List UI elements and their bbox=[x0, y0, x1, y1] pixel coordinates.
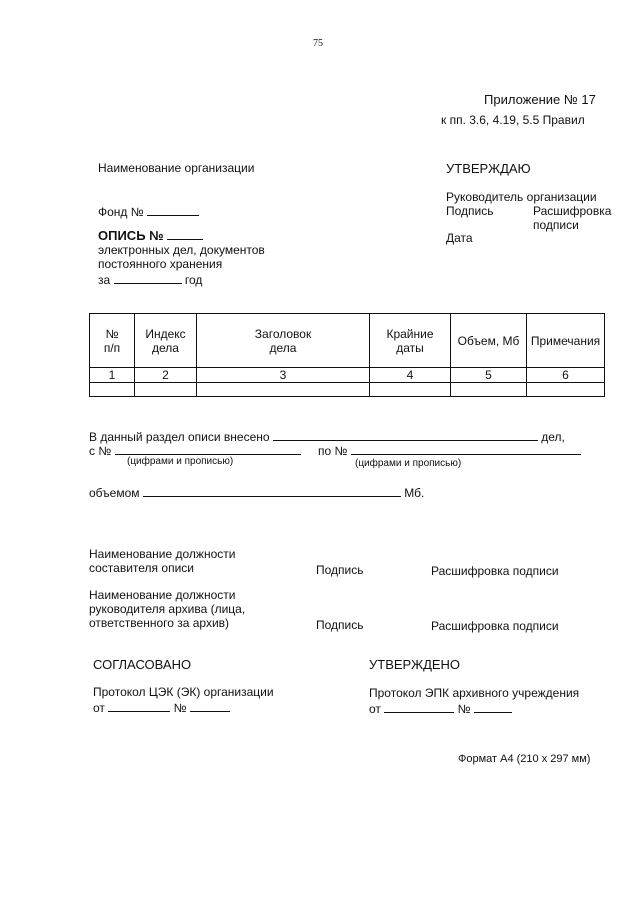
year-blank[interactable] bbox=[114, 271, 182, 284]
col-num-3: 3 bbox=[197, 368, 370, 383]
agreed-title: СОГЛАСОВАНО bbox=[93, 657, 192, 672]
archive-signature: Подпись bbox=[316, 618, 364, 632]
table-cell[interactable] bbox=[197, 383, 370, 397]
approved-from-label: от bbox=[369, 702, 381, 716]
volume-label: объемом bbox=[89, 486, 140, 500]
fond-label: Фонд № bbox=[98, 205, 144, 219]
approve-decode-1: Расшифровка bbox=[533, 204, 612, 218]
approve-head: Руководитель организации bbox=[446, 190, 597, 204]
col-num-2: 2 bbox=[135, 368, 197, 383]
table-cell[interactable] bbox=[370, 383, 451, 397]
table-number-row bbox=[90, 368, 605, 383]
approve-title: УТВЕРЖДАЮ bbox=[446, 161, 531, 176]
compiler-signature: Подпись bbox=[316, 563, 364, 577]
from-number-blank[interactable] bbox=[115, 442, 301, 455]
opis-subtitle-2: постоянного хранения bbox=[98, 257, 223, 271]
year-suffix: год bbox=[184, 273, 203, 287]
approved-number-blank[interactable] bbox=[474, 700, 512, 713]
compiler-decode: Расшифровка подписи bbox=[431, 564, 559, 578]
table-cell[interactable] bbox=[135, 383, 197, 397]
col-header-number: № п/п bbox=[90, 314, 135, 368]
opis-number-blank[interactable] bbox=[167, 227, 203, 240]
table-cell[interactable] bbox=[451, 383, 527, 397]
col-num-5: 5 bbox=[451, 368, 527, 383]
agreed-num-label: № bbox=[173, 701, 187, 715]
col-num-4: 4 bbox=[370, 368, 451, 383]
col-header-dates: Крайние даты bbox=[370, 314, 451, 368]
col-header-index: Индекс дела bbox=[135, 314, 197, 368]
col-header-volume: Объем, Мб bbox=[451, 314, 527, 368]
col-header-title: Заголовок дела bbox=[197, 314, 370, 368]
from-label: с № bbox=[89, 444, 112, 458]
rules-reference: к пп. 3.6, 4.19, 5.5 Правил bbox=[441, 113, 585, 127]
compiler-position-1: Наименование должности bbox=[89, 547, 236, 561]
approved-date-line bbox=[369, 700, 512, 716]
to-number-line bbox=[318, 442, 581, 458]
approved-protocol: Протокол ЭПК архивного учреждения bbox=[369, 686, 580, 700]
agreed-protocol: Протокол ЦЭК (ЭК) организации bbox=[93, 685, 274, 699]
entered-label: В данный раздел описи внесено bbox=[89, 430, 270, 444]
cases-label: дел, bbox=[541, 430, 565, 444]
archive-position-2: руководителя архива (лица, bbox=[89, 602, 246, 616]
volume-line bbox=[89, 484, 424, 500]
agreed-date-blank[interactable] bbox=[108, 699, 170, 712]
table-cell[interactable] bbox=[527, 383, 605, 397]
approved-num-label: № bbox=[457, 702, 471, 716]
to-label: по № bbox=[318, 444, 348, 458]
fond-blank[interactable] bbox=[147, 203, 199, 216]
year-prefix: за bbox=[98, 273, 111, 287]
inventory-table bbox=[89, 313, 605, 397]
agreed-number-blank[interactable] bbox=[190, 699, 230, 712]
table-row bbox=[90, 383, 605, 397]
appendix-label: Приложение № 17 bbox=[484, 92, 596, 107]
format-note: Формат А4 (210 x 297 мм) bbox=[458, 753, 591, 765]
archive-decode: Расшифровка подписи bbox=[431, 619, 559, 633]
approved-title: УТВЕРЖДЕНО bbox=[369, 657, 461, 672]
agreed-date-line bbox=[93, 699, 230, 715]
mb-label: Мб. bbox=[404, 486, 425, 500]
opis-title bbox=[98, 227, 203, 243]
table-cell[interactable] bbox=[90, 383, 135, 397]
col-num-1: 1 bbox=[90, 368, 135, 383]
approve-date: Дата bbox=[446, 231, 473, 245]
org-name-label: Наименование организации bbox=[98, 161, 255, 175]
table-header-row bbox=[90, 314, 605, 368]
hint-right: (цифрами и прописью) bbox=[355, 458, 462, 469]
page-number: 75 bbox=[313, 38, 323, 49]
col-header-notes: Примечания bbox=[527, 314, 605, 368]
opis-title-text: ОПИСЬ № bbox=[98, 228, 164, 243]
approve-decode-2: подписи bbox=[533, 218, 579, 232]
archive-position-3: ответственного за архив) bbox=[89, 616, 230, 630]
archive-position-1: Наименование должности bbox=[89, 588, 236, 602]
compiler-position-2: составителя описи bbox=[89, 561, 194, 575]
approve-signature: Подпись bbox=[446, 204, 494, 218]
cases-count-blank[interactable] bbox=[273, 428, 538, 441]
col-num-6: 6 bbox=[527, 368, 605, 383]
agreed-from-label: от bbox=[93, 701, 105, 715]
approved-date-blank[interactable] bbox=[384, 700, 454, 713]
to-number-blank[interactable] bbox=[351, 442, 581, 455]
hint-left: (цифрами и прописью) bbox=[127, 456, 234, 467]
fond-field bbox=[98, 203, 199, 219]
opis-subtitle-1: электронных дел, документов bbox=[98, 243, 265, 257]
volume-blank[interactable] bbox=[143, 484, 401, 497]
year-field bbox=[98, 271, 202, 287]
